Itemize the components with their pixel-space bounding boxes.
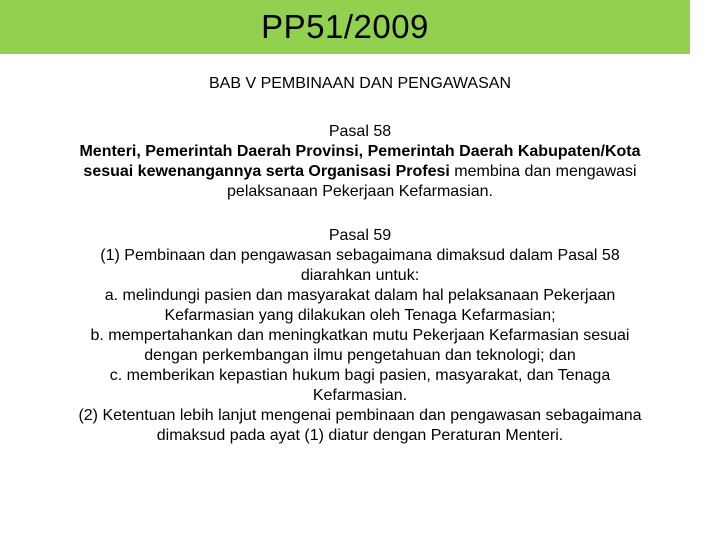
pasal-59-line: (2) Ketentuan lebih lanjut mengenai pembinaan dan pengawasan sebagaimana (78, 407, 642, 424)
pasal-59-line: diarahkan untuk: (300, 267, 420, 284)
pasal-59-heading: Pasal 59 (328, 227, 392, 244)
pasal-58-line-2 (0, 162, 720, 182)
pasal-58-line-2-normal: membina dan mengawasi (449, 163, 637, 180)
pasal-59-line: Kefarmasian yang dilakukan oleh Tenaga Kefarmasian; (164, 307, 556, 324)
pasal-58-line-2-bold: sesuai kewenangannya serta Organisasi Profesi (83, 163, 450, 180)
pasal-59-line: Kefarmasian. (312, 387, 408, 404)
pasal-59-line: (1) Pembinaan dan pengawasan sebagaimana dimaksud dalam Pasal 58 (100, 247, 620, 264)
pasal-59-line: dimaksud pada ayat (1) diatur dengan Peraturan Menteri. (156, 427, 564, 444)
section-gap (0, 202, 720, 226)
pasal-58-block (0, 122, 720, 202)
pasal-59-line: a. melindungi pasien dan masyarakat dalam hal pelaksanaan Pekerjaan (104, 287, 616, 304)
pasal-59-line: b. mempertahankan dan meningkatkan mutu Pekerjaan Kefarmasian sesuai (90, 327, 630, 344)
pasal-59-line: c. memberikan kepastian hukum bagi pasien, masyarakat, dan Tenaga (109, 367, 611, 384)
pasal-58-heading: Pasal 58 (328, 123, 392, 140)
pasal-58-line-1: Menteri, Pemerintah Daerah Provinsi, Pemerintah Daerah Kabupaten/Kota (79, 143, 641, 160)
pasal-58-line-3: pelaksanaan Pekerjaan Kefarmasian. (227, 183, 493, 200)
chapter-heading: BAB V PEMBINAAN DAN PENGAWASAN (209, 75, 511, 92)
slide-title: PP51/2009 (261, 8, 429, 45)
pasal-59-line: dengan perkembangan ilmu pengetahuan dan teknologi; dan (144, 347, 576, 364)
pasal-59-block (0, 226, 720, 446)
slide-content (0, 74, 720, 446)
